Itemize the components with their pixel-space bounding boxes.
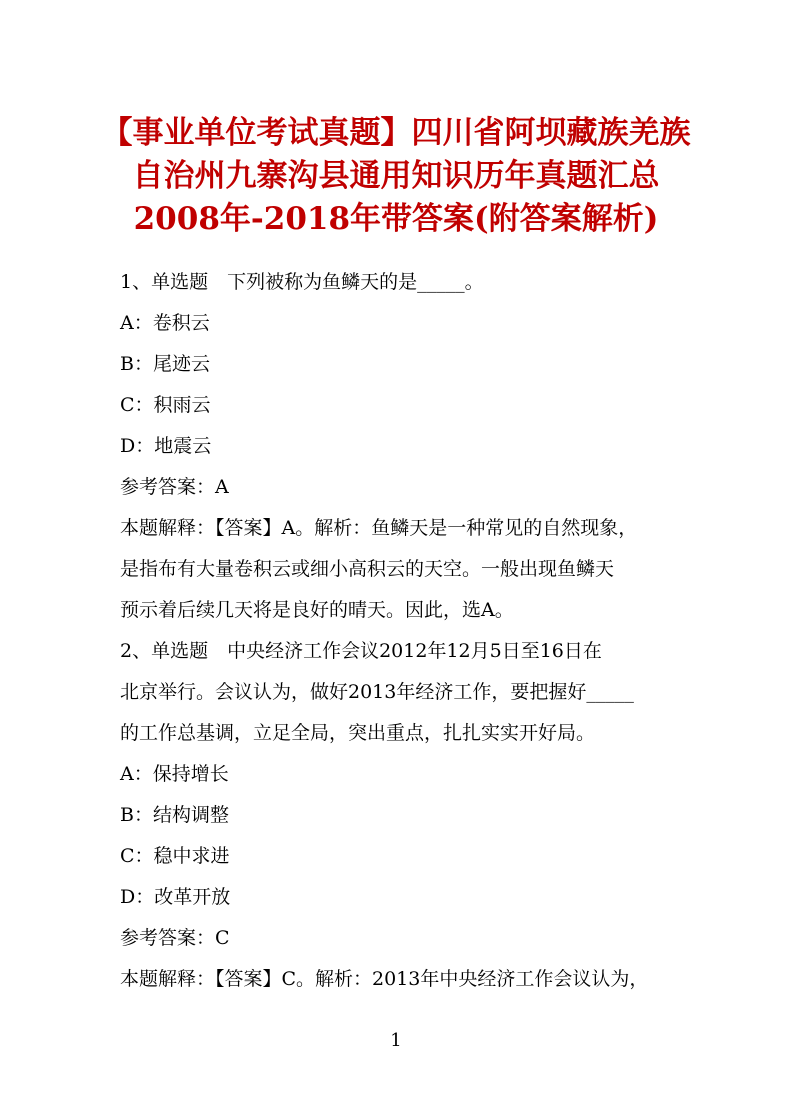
reference-answer: 参考答案：C xyxy=(120,927,230,949)
option-a: A：卷积云 xyxy=(120,312,210,334)
document-body xyxy=(120,262,680,1000)
question-stem: 1、单选题 下列被称为鱼鳞天的是_____。 xyxy=(120,271,484,293)
option-a: A：保持增长 xyxy=(120,763,229,785)
option-d: D：改革开放 xyxy=(120,886,231,908)
question-stem-line: 2、单选题 中央经济工作会议2012年12月5日至16日在 xyxy=(120,640,602,662)
document-title xyxy=(60,112,732,241)
option-b: B：结构调整 xyxy=(120,804,229,826)
explanation-line: 本题解释：【答案】C。解析：2013年中央经济工作会议认为， xyxy=(120,968,649,990)
explanation xyxy=(120,959,680,1000)
page-number: 1 xyxy=(390,1030,402,1051)
option-d: D：地震云 xyxy=(120,435,212,457)
question-stem-line: 北京举行。会议认为，做好2013年经济工作，要把握好_____ xyxy=(120,681,634,703)
option-b: B：尾迹云 xyxy=(120,353,210,375)
question-stem xyxy=(120,631,680,754)
title-line: 2008年-2018年带答案(附答案解析) xyxy=(133,201,659,237)
explanation-line: 本题解释：【答案】A。解析：鱼鳞天是一种常见的自然现象， xyxy=(120,517,638,539)
option-c: C：稳中求进 xyxy=(120,845,230,867)
question-stem-line: 的工作总基调，立足全局，突出重点，扎扎实实开好局。 xyxy=(120,722,596,744)
option-c: C：积雨云 xyxy=(120,394,211,416)
explanation-line: 预示着后续几天将是良好的晴天。因此，选A。 xyxy=(120,599,514,621)
explanation xyxy=(120,508,680,631)
title-line: 【事业单位考试真题】四川省阿坝藏族羌族 xyxy=(101,115,691,151)
question-1 xyxy=(120,262,680,631)
reference-answer: 参考答案：A xyxy=(120,476,229,498)
question-2 xyxy=(120,631,680,1000)
title-line: 自治州九寨沟县通用知识历年真题汇总 xyxy=(132,158,660,194)
explanation-line: 是指布有大量卷积云或细小高积云的天空。一般出现鱼鳞天 xyxy=(120,558,615,580)
